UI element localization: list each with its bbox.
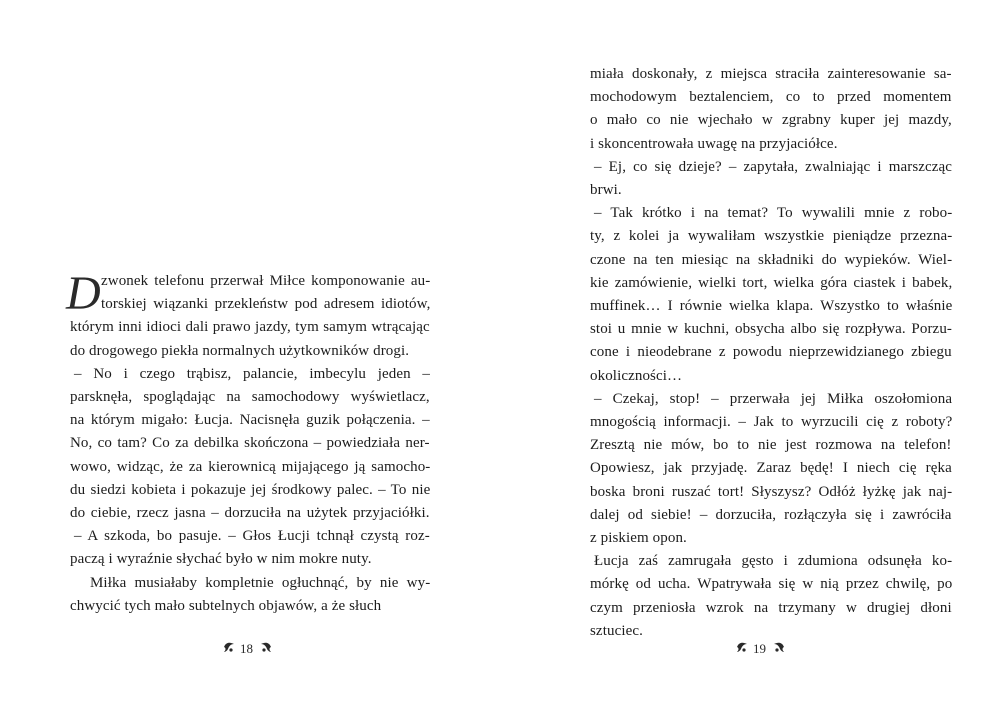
text-line: mochodowym beztalenciem, co to przed momentem (590, 89, 952, 106)
text-line: chwycić tych mało subtelnych objawów, a że słuch (70, 597, 382, 614)
text-line: dalej od siebie! – dorzuciła, rozłączyła się i zawróciła (590, 506, 952, 523)
text-line: o mało co nie wjechało w zgrabny kuper jej mazdy, (590, 112, 952, 129)
text-line: którym inni idioci dali prawo jazdy, tym samym wtrącając (70, 319, 430, 336)
text-line: – Ej, co się dzieje? – zapytała, zwalniając i marszcząc (594, 158, 953, 175)
drop-cap: D (66, 267, 101, 320)
left-ornament-icon (222, 640, 236, 654)
text-line: No, co tam? Co za debilka skończona – powiedziała ner- (70, 435, 430, 452)
text-line: Miłka musiałaby kompletnie ogłuchnąć, by nie wy- (90, 574, 431, 591)
right-page (500, 0, 1000, 712)
text-line: czone na ten miesiąc na składniki do wypieków. Wiel- (590, 251, 953, 268)
text-line: sztuciec. (590, 622, 643, 639)
right-ornament-icon (772, 640, 786, 654)
text-line: kie zamówienie, wielki tort, wielka góra ciastek i babek, (590, 274, 953, 291)
text-line: do drogowego piekła normalnych użytkowników drogi. (70, 342, 410, 359)
text-line: ty, z kolei ja wywaliłam wszystkie pieniądze przezna- (590, 228, 953, 245)
text-line: mórkę od ucha. Wpatrywała się w nią przez chwilę, po (590, 576, 953, 593)
text-line: na którym migało: Łucja. Nacisnęła guzik połączenia. – (70, 412, 430, 429)
text-line: muffinek… I równie wielka klapa. Wszystko to właśnie (590, 298, 953, 314)
text-line: mnogością informacji. – Jak to wyrzucili cię z roboty? (590, 414, 953, 430)
text-line: stoi u mnie w kuchni, obsycha albo się rozpływa. Porzu- (590, 321, 953, 338)
text-line: du siedzi kobieta i pokazuje jej środkowy palec. – To nie (70, 481, 431, 498)
text-line: – No i czego trąbisz, palancie, imbecylu jeden – (74, 365, 431, 382)
text-line: zwonek telefonu przerwał Miłce komponowanie au- (101, 273, 431, 289)
text-line: Zresztą nie mów, bo to nie jest rozmowa na telefon! (590, 437, 952, 454)
text-line: boska broni ruszać tort! Słyszysz? Odłóż łyżkę jak naj- (590, 483, 953, 500)
text-line: – Tak krótko i na temat? To wywalili mnie z robo- (594, 205, 953, 222)
page-number: 18 (240, 641, 253, 656)
text-line: do ciebie, rzecz jasna – dorzuciła na użytek przyjaciółki. (70, 505, 430, 521)
right-ornament-icon (259, 640, 273, 654)
text-line: – Czekaj, stop! – przerwała jej Miłka oszołomiona (594, 390, 953, 407)
text-line: z piskiem opon. (590, 530, 687, 546)
text-line: paczą i wyraźnie słychać było w nim mokre nuty. (70, 551, 372, 568)
text-line: Łucja zaś zamrugała gęsto i zdumiona odsunęła ko- (594, 553, 953, 570)
text-line: okoliczności… (590, 367, 683, 384)
text-line: – A szkoda, bo pasuje. – Głos Łucji tchnął czystą roz- (74, 528, 430, 545)
text-line: parsknęła, spoglądając na samochodowy wyświetlacz, (70, 389, 430, 405)
text-line: czym przeniosła wzrok na trzymany w drugiej dłoni (590, 599, 952, 616)
text-line: cone i nieodebrane z powodu nieprzewidzianego zbiegu (590, 344, 952, 361)
text-line: i skoncentrowała uwagę na przyjaciółce. (590, 135, 838, 152)
text-line: miała doskonały, z miejsca straciła zainteresowanie sa- (590, 66, 952, 82)
page-number: 19 (753, 641, 766, 656)
text-line: torskiej wiązanki przekleństw pod adresem idiotów, (101, 296, 431, 313)
text-line: brwi. (590, 182, 622, 198)
text-line: wowo, widząc, że za kierownicą mijającego ją samocho- (70, 458, 431, 475)
left-ornament-icon (735, 640, 749, 654)
text-line: Opowiesz, jak przyjadę. Zaraz będę! I niech cię ręka (590, 460, 952, 477)
